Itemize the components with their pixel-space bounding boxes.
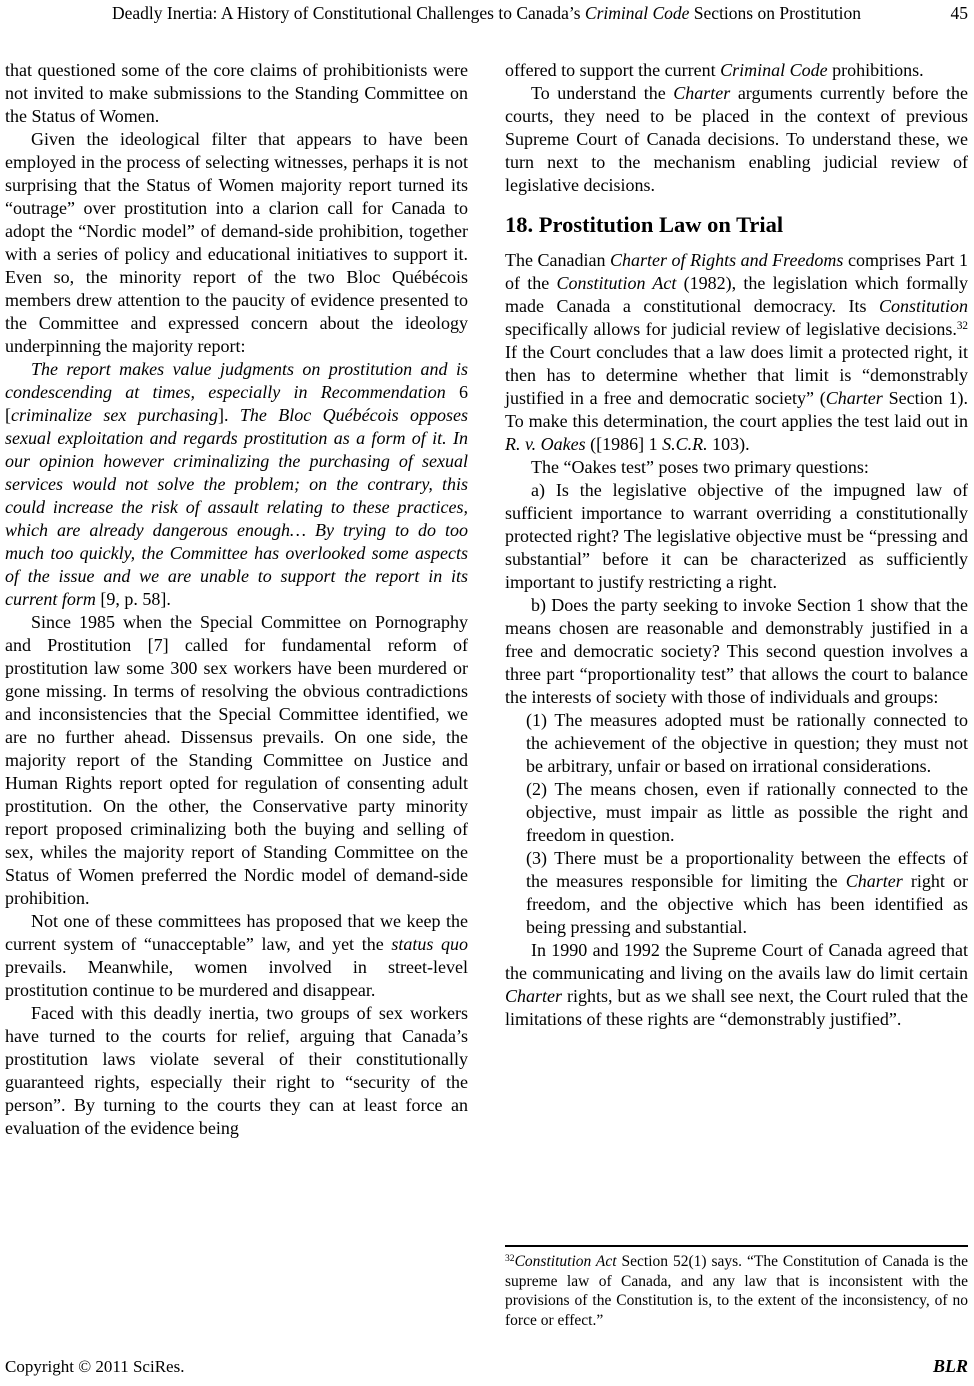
footnote: $^{32}$Constitution Act Section 52(1) says. “The Constitution of Canada is the supreme law of Canada, and any law that is inconsistent with the provisions of the Constitution is, to the extent of the inconsistency, of no force or effect.” [505,1252,968,1329]
page-header [5,3,968,27]
paragraph: offered to support the current Criminal Code prohibitions. [505,60,924,80]
paragraph: The Canadian Charter of Rights and Freedoms comprises Part 1 of the Constitution Act (1982), the legislation which formally made Canada a constitutional democracy. Its Constitution specifically allows for judicial review of legislative decisions.$^{32}$ If the Court concludes that a law does limit a protected right, it then has to determine whether that limit is “demonstrably justified in a free and democratic society” (Charter Section 1). To make this determination, the court applies the test laid out in R. v. Oakes ([1986] 1 S.C.R. 103). [505,250,969,454]
section-heading: 18. Prostitution Law on Trial [505,212,784,237]
paragraph: Not one of these committees has proposed that we keep the current system of “unacceptable” law, and yet the status quo prevails. Meanwhile, women involved in street-level prostitution continue to be murdered and disappear. [5,911,469,1000]
paragraph: Since 1985 when the Special Committee on Pornography and Prostitution [7] called for fundamental reform of prostitution law some 300 sex workers have been murdered or gone missing. In terms of resolving the obvious contradictions and inconsistencies that the Special Committee identified, we are no further ahead. Dissensus prevails. On one side, the majority report of the Standing Committee on Justice and Human Rights report opted for regulation of consenting adult prostitution. On the other, the Conservative party minority report proposed criminalizing both the buying and selling of sex, whiles the majority report of Standing Committee on the Status of Women preferred the Nordic model of demand-side prohibition. [5,612,468,908]
paragraph: Faced with this deadly inertia, two groups of sex workers have turned to the courts for relief, arguing that Canada’s prostitution laws violate several of their constitutionally guaranteed rights, especially their right to “security of the person”. By turning to the courts they can at least force an evaluation of the evidence being [5,1003,468,1138]
block-quote: The report makes value judgments on prostitution and is condescending at times, especially in Recommendation 6 [criminalize sex purchasing]. The Bloc Québécois opposes sexual exploitation and regards prostitution as a form of it. In our opinion however criminalizing the purchasing of sexual services would not solve the problem; on the contrary, this could increase the risk of assault relating to these practices, which are already dangerous enough… By trying to do too much too quickly, the Committee has overlooked some aspects of the issue and we are unable to support the report in its current form [9, p. 58]. [5,359,468,609]
page-number: 45 [950,3,968,23]
paragraph: The “Oakes test” poses two primary questions: [531,457,869,477]
copyright-notice: Copyright © 2011 SciRes. [5,1357,185,1376]
paragraph: To understand the Charter arguments currently before the courts, they need to be placed in the context of previous Supreme Court of Canada decisions. To understand these, we turn next to the mechanism enabling judicial review of legislative decisions. [505,83,968,195]
paragraph: a) Is the legislative objective of the impugned law of sufficient importance to warrant overriding a constitutionally protected right? The legislative objective must be “pressing and substantial” before it can be characterized as sufficiently important to justify restricting a right. [505,480,968,592]
list-item: (1) The measures adopted must be rationally connected to the achievement of the objective in question; they must not be arbitrary, unfair or based on irrational considerations. [526,710,968,776]
journal-abbrev: BLR [932,1356,968,1376]
list-item: (3) There must be a proportionality between the effects of the measures responsible for limiting the Charter right or freedom, and the objective which has been identified as being pressing and substantial. [526,848,968,937]
running-title: Deadly Inertia: A History of Constitutional Challenges to Canada’s Criminal Code Sections on Prostitution [111,3,862,23]
right-column [505,59,968,1330]
paragraph: b) Does the party seeking to invoke Section 1 show that the means chosen are reasonable and demonstrably justified in a free and democratic society? This second question involves a three part “proportionality test” that allows the court to balance the interests of society with those of individuals and groups: [505,595,968,707]
paragraph: In 1990 and 1992 the Supreme Court of Canada agreed that the communicating and living on the avails law do limit certain Charter rights, but as we shall see next, the Court ruled that the limitations of these rights are “demonstrably justified”. [505,940,968,1029]
paragraph: Given the ideological filter that appears to have been employed in the process of selecting witnesses, perhaps it is not surprising that the Status of Women majority report turned its “outrage” over prostitution into a clarion call for Canada to adopt the “Nordic model” of demand-side prohibition, together with a series of policy and educational initiatives to support it. Even so, the minority report of the two Bloc Québécois members drew attention to the paucity of evidence presented to the Committee and expressed concern about the ideology underpinning the majority report: [5,129,468,356]
paragraph: that questioned some of the core claims of prohibitionists were not invited to make submissions to the Standing Committee on the Status of Women. [5,60,468,126]
list-item: (2) The means chosen, even if rationally connected to the objective, must impair as little as possible the right and freedom in question. [526,779,968,845]
page-footer [5,1356,968,1377]
article-body [5,59,968,1330]
footnote-rule [505,1245,968,1247]
left-column [5,59,468,1330]
